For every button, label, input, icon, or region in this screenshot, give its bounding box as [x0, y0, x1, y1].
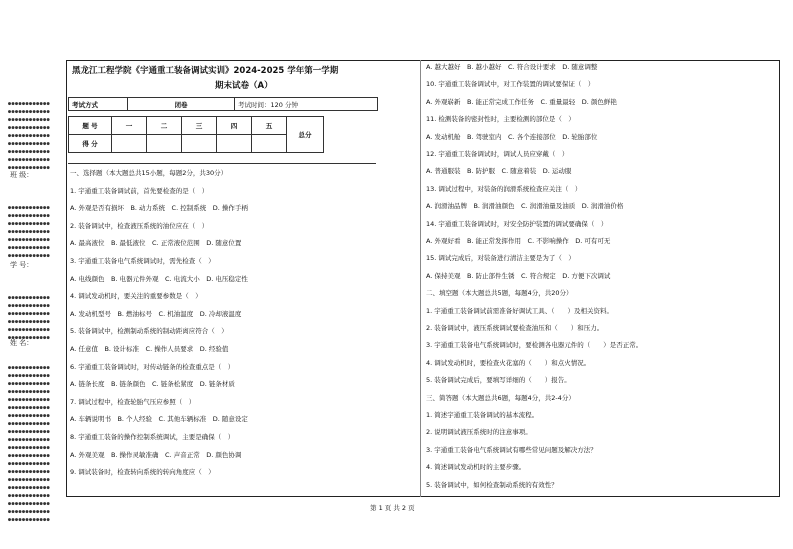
score-cell-1[interactable] [112, 135, 147, 153]
exam-title: 黑龙江工程学院《宇通重工装备调试实训》2024-2025 学年第一学期 [72, 66, 339, 76]
score-col-4: 四 [217, 117, 252, 135]
binding-dots-mid2: ●●●●●●●●●●●● ●●●●●●●●●●●● ●●●●●●●●●●●● ●●●●●●●●●●●● ●●●●●●●●●●●● ●●●●●●●●●●●● [8, 295, 51, 341]
score-cell-3[interactable] [182, 135, 217, 153]
question-line: A. 任意值 B. 设计标准 C. 操作人员要求 D. 经验值 [70, 345, 229, 353]
question-line: A. 车辆说明书 B. 个人经验 C. 其他车辆标准 D. 随意设定 [70, 415, 248, 424]
question-line: A. 越大越好 B. 越小越好 C. 符合设计要求 D. 随意调整 [426, 63, 598, 71]
score-col-1: 一 [112, 117, 147, 135]
binding-dots-bottom: ●●●●●●●●●●●● ●●●●●●●●●●●● ●●●●●●●●●●●● ●●●●●●●●●●●● ●●●●●●●●●●●● ●●●●●●●●●●●● ●●●●●●●●●●●● ●●●●●●●●●●●● ●●●●●●●●●●●● ●●●●●●●●●●●● ●●●●●●●●●●●● ●●●●●●●●●●●● ●●●●●●●●●●●● ●●●●●●●●●●●● ●●●●●●●●●●●● ●●●●●●●●●●●● ●●●●●●●●●●●● ●●●●●●●●●●●● ●●●●●●●●●●●● ●●●●●●●●●●●● [8, 365, 51, 523]
question-line: 3. 宇通重工装备电气系统调试有哪些常见问题及解决方法？ [426, 445, 597, 454]
score-table [68, 116, 324, 153]
question-line: A. 外观好看 B. 能正常发挥作用 C. 不影响操作 D. 可有可无 [426, 237, 611, 245]
name-label: 姓 名： [10, 339, 34, 347]
question-line: 4. 调试发动机时，要检查火花塞的（ ）和点火情况。 [426, 358, 591, 367]
question-line: 11. 检测装备的密封性时，主要检测的部位是（ ） [426, 115, 575, 124]
right-column [426, 62, 776, 494]
question-line: A. 最高液位 B. 最低液位 C. 正常液位范围 D. 随意位置 [70, 239, 242, 248]
question-line: A. 外观美观 B. 操作灵敏准确 C. 声音正常 D. 颜色协调 [70, 450, 242, 459]
score-row-label: 得 分 [69, 135, 112, 153]
score-cell-2[interactable] [147, 135, 182, 153]
binding-dots-mid1: ●●●●●●●●●●●● ●●●●●●●●●●●● ●●●●●●●●●●●● ●●●●●●●●●●●● ●●●●●●●●●●●● ●●●●●●●●●●●● ●●●●●●●●●●●● [8, 205, 51, 259]
question-line: A. 链条长度 B. 链条颜色 C. 链条松紧度 D. 链条材质 [70, 380, 235, 389]
question-line: 4. 调试发动机时，要关注的重要参数是（ ） [70, 292, 202, 301]
question-line: 2. 装备调试中，液压系统调试要检查油压和（ ）和压力。 [426, 324, 604, 332]
score-col-5: 五 [252, 117, 287, 135]
score-cell-4[interactable] [217, 135, 252, 153]
question-line: 5. 装备调试完成后，要填写详细的（ ）报告。 [426, 376, 571, 385]
question-line: 8. 宇通重工装备的操作控制系统调试，主要是确保（ ） [70, 433, 235, 441]
page-footer: 第 1 页 共 2 页 [370, 504, 415, 512]
question-line: A. 普通服装 B. 防护服 C. 随意着装 D. 运动服 [426, 167, 572, 176]
class-label: 班 级： [10, 171, 34, 179]
question-line: 1. 宇通重工装备调试前需准备好调试工具、（ ）及相关资料。 [426, 306, 614, 315]
question-line: 12. 宇通重工装备调试时，调试人员应穿戴（ ） [426, 150, 569, 158]
exam-info-table [68, 97, 378, 111]
question-line: 1. 宇通重工装备调试前，首先要检查的是（ ） [70, 186, 209, 195]
exam-subtitle: 期末试卷（A） [215, 81, 273, 91]
question-line: A. 发动机型号 B. 燃油标号 C. 机油温度 D. 冷却液温度 [70, 309, 242, 318]
question-line: 5. 装备调试中，如何检查制动系统的有效性？ [426, 480, 558, 489]
question-line: 1. 简述宇通重工装备调试的基本流程。 [426, 411, 539, 419]
question-line: 5. 装备调试中，检测制动系统的制动距离应符合（ ） [70, 327, 228, 336]
question-line: A. 保持美观 B. 防止部件生锈 C. 符合规定 D. 方便下次调试 [426, 271, 611, 280]
question-line: 3. 宇通重工装备电气系统调试时，要检测各电器元件的（ ）是否正常。 [426, 341, 643, 350]
score-col-2: 二 [147, 117, 182, 135]
column-divider [420, 60, 421, 497]
question-line: 2. 装备调试中，检查液压系统的油位应在（ ） [70, 221, 209, 230]
question-line: 三、简答题（本大题总共6题，每题4分，共2-4分） [426, 393, 575, 402]
question-line: A. 外观崭新 B. 能正常完成工作任务 C. 重量最轻 D. 颜色鲜艳 [426, 97, 617, 106]
question-line: 6. 宇通重工装备调试时，对传动链条的检查重点是（ ） [70, 362, 235, 371]
question-line: 4. 简述调试发动机时的主要步骤。 [426, 463, 526, 472]
question-line: A. 电线颜色 B. 电器元件外观 C. 电流大小 D. 电压稳定性 [70, 274, 248, 283]
question-line: 2. 说明调试液压系统时的注意事项。 [426, 428, 532, 437]
question-line: 10. 宇通重工装备调试中，对工作装置的调试要保证（ ） [426, 80, 595, 89]
score-cell-5[interactable] [252, 135, 287, 153]
binding-dots-top: ●●●●●●●●●●●● ●●●●●●●●●●●● ●●●●●●●●●●●● ●●●●●●●●●●●● ●●●●●●●●●●●● ●●●●●●●●●●●● ●●●●●●●●●●●● ●●●●●●●●●●●● ●●●●●●●●●●●● [8, 101, 51, 171]
student-id-label: 学 号： [10, 261, 34, 269]
question-line: 14. 宇通重工装备调试时，对安全防护装置的调试要确保（ ） [426, 219, 608, 228]
question-line: 15. 调试完成后，对装备进行清洁主要是为了（ ） [426, 254, 575, 263]
question-line: 9. 调试装备时，检查转向系统的转向角度应（ ） [70, 468, 215, 477]
question-line: 3. 宇通重工装备电气系统调试时，需先检查（ ） [70, 257, 215, 265]
exam-time: 考试时间：120 分钟 [235, 98, 378, 111]
question-line: 二、填空题（本大题总共5题，每题4分，共20分） [426, 289, 573, 298]
question-line: A. 润滑油品牌 B. 润滑油颜色 C. 润滑油量及油质 D. 润滑油价格 [426, 202, 624, 211]
question-line: 7. 调试过程中，检查轮胎气压应参照（ ） [70, 397, 196, 406]
question-line: A. 发动机舱 B. 驾驶室内 C. 各个连接部位 D. 轮胎部位 [426, 132, 598, 141]
score-col-3: 三 [182, 117, 217, 135]
section-rule [68, 163, 376, 164]
question-line: A. 外观是否有损坏 B. 动力系统 C. 控制系统 D. 操作手柄 [70, 204, 248, 213]
question-line: 一、选择题（本大题总共15小题，每题2分，共30分） [70, 169, 228, 177]
question-line: 13. 调试过程中，对装备的润滑系统检查应关注（ ） [426, 184, 582, 193]
left-column [70, 168, 415, 488]
total-score-label: 总分 [287, 117, 324, 153]
exam-form-value: 闭卷 [128, 98, 235, 111]
exam-form-label: 考试方式 [69, 98, 128, 111]
question-number-label: 题 号 [69, 117, 112, 135]
